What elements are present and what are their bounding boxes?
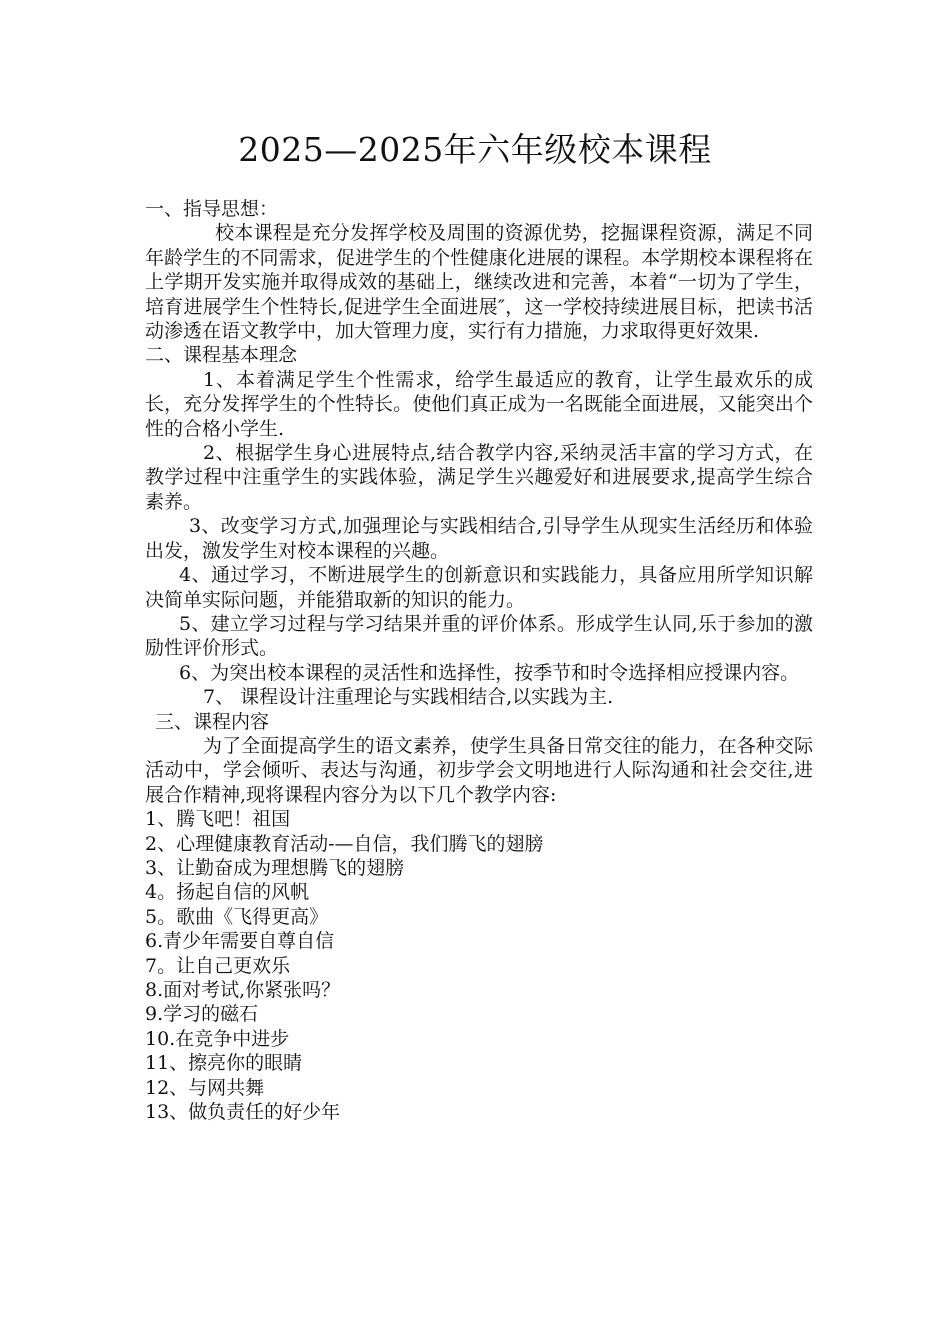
course-item: 6.青少年需要自尊自信 (145, 930, 335, 953)
course-content-intro: 为了全面提高学生的语文素养，使学生具备日常交往的能力，在各种交际活动中，学会倾听、表达与沟通，初步学会文明地进行人际沟通和社会交往,进展合作精神,现将课程内容分为以下几个教学内容: (145, 734, 813, 806)
course-item: 5。歌曲《飞得更高》 (145, 905, 329, 928)
course-item: 7。让自己更欢乐 (145, 954, 291, 977)
course-item: 8.面对考试,你紧张吗？ (145, 979, 341, 1001)
document-title: 2025—2025年六年级校本课程 (238, 130, 712, 169)
guiding-ideology-paragraph: 校本课程是充分发挥学校及周围的资源优势，挖掘课程资源，满足不同年龄学生的不同需求，促进学生的个性健康化进展的课程。本学期校本课程将在上学期开发实施并取得成效的基础上，继续改进和完善，本着“一切为了学生，培育进展学生个性特长,促进学生全面进展″，这一学校持续进展目标，把读书活动渗透在语文教学中，加大管理力度，实行有力措施，力求取得更好效果. (145, 222, 813, 343)
course-item: 3、让勤奋成为理想腾飞的翅膀 (145, 856, 405, 879)
section-heading-basic-concepts: 二、课程基本理念 (145, 344, 298, 367)
concept-point-2: 2、根据学生身心进展特点,结合教学内容,采纳灵活丰富的学习方式，在教学过程中注重学生的实践体验，满足学生兴趣爱好和进展要求,提高学生综合素养。 (145, 442, 813, 513)
section-heading-guiding-ideology: 一、指导思想： (145, 198, 279, 220)
course-item: 2、心理健康教育活动-—自信，我们腾飞的翅膀 (145, 832, 544, 855)
course-item: 1、腾飞吧！祖国 (145, 808, 291, 831)
course-item: 4。扬起自信的风帆 (145, 881, 310, 904)
concept-point-5: 5、建立学习过程与学习结果并重的评价体系。形成学生认同,乐于参加的激励性评价形式。 (145, 612, 813, 660)
document-body (145, 197, 813, 1124)
concept-point-7: 7、 课程设计注重理论与实践相结合,以实践为主. (203, 686, 614, 709)
concept-point-6: 6、为突出校本课程的灵活性和选择性，按季节和时令选择相应授课内容。 (179, 661, 800, 684)
course-item: 9.学习的磁石 (145, 1003, 259, 1026)
course-item: 13、做负责任的好少年 (145, 1101, 341, 1124)
course-item: 11、擦亮你的眼睛 (145, 1052, 303, 1075)
concept-point-1: 1、本着满足学生个性需求，给学生最适应的教育，让学生最欢乐的成长，充分发挥学生的个性特长。使他们真正成为一名既能全面进展，又能突出个性的合格小学生. (145, 368, 813, 440)
section-heading-course-content: 三、课程内容 (155, 710, 270, 733)
concept-point-3: 3、改变学习方式,加强理论与实践相结合,引导学生从现实生活经历和体验出发，激发学生对校本课程的兴趣。 (145, 515, 813, 562)
course-item: 12、与网共舞 (145, 1076, 265, 1099)
concept-point-4: 4、通过学习，不断进展学生的创新意识和实践能力，具备应用所学知识解决简单实际问题，并能猎取新的知识的能力。 (145, 564, 813, 611)
course-item: 10.在竞争中进步 (145, 1027, 290, 1050)
